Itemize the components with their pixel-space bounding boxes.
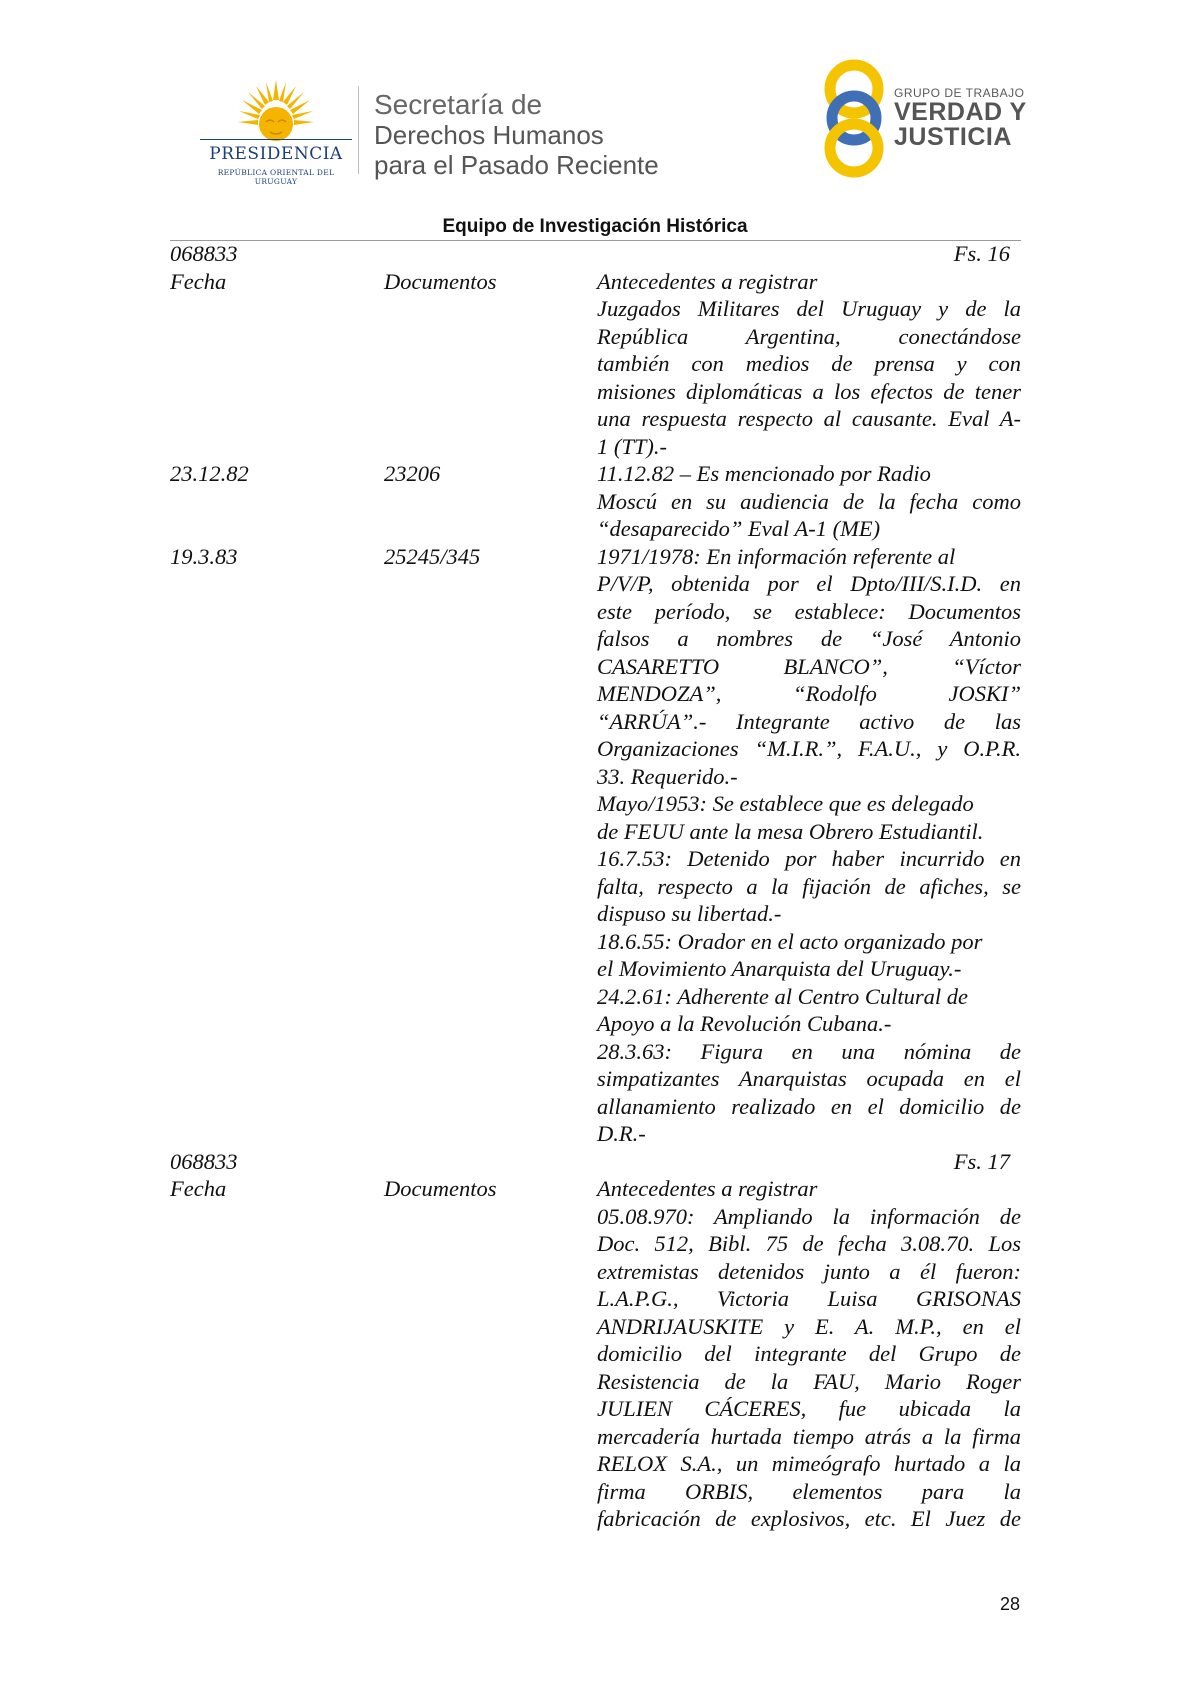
col-documentos: Documentos [384,268,497,294]
verdad-justicia-logo [818,56,1038,181]
text-line: 18.6.55: Orador en el acto organizado por [597,928,983,954]
secretaria-line2: Derechos Humanos [374,120,604,150]
text-line: ANDRIJAUSKITE y E. A. M.P., en el [597,1313,1021,1339]
entry-doc: 25245/345 [384,543,481,569]
column-header-row [170,268,1021,461]
text-line: RELOX S.A., un mimeógrafo hurtado a la [597,1451,1021,1476]
folio-row [170,240,1021,268]
text-line: 1971/1978: En información referente al [597,543,956,569]
text-line: una respuesta respecto al causante. Eval A- [597,406,1021,431]
text-line: Moscú en su audiencia de la fecha como [597,488,1021,514]
verdad-justicia-text [894,86,1027,150]
text-line: extremistas detenidos junto a él fueron: [597,1258,1021,1284]
text-line: firma ORBIS, elementos para la [597,1478,1021,1504]
text-line: de FEUU ante la mesa Obrero Estudiantil. [597,818,984,844]
header-divider [358,86,359,174]
presidencia-subtitle: REPÚBLICA ORIENTAL DEL URUGUAY [217,168,335,186]
entry-date: 19.3.83 [170,543,238,569]
text-line: simpatizantes Anarquistas ocupada en el [597,1066,1021,1091]
text-line: 28.3.63: Figura en una nómina de [597,1038,1021,1064]
col-antecedentes: Antecedentes a registrar [597,1176,818,1201]
grupo-line2: VERDAD Y [894,98,1027,126]
folio-row [170,1148,1021,1176]
text-line: allanamiento realizado en el domicilio de [597,1093,1021,1119]
text-line: “desaparecido” Eval A-1 (ME) [597,516,881,541]
rings-emblem-icon [818,56,890,181]
text-line: dispuso su libertad.- [597,901,782,926]
text-line: Mayo/1953: Se establece que es delegado [597,791,974,816]
ref-number: 068833 [170,241,238,266]
text-line: domicilio del integrante del Grupo de [597,1341,1021,1366]
secretaria-title [374,90,659,180]
text-line: 05.08.970: Ampliando la información de [597,1203,1021,1229]
entry-date: 23.12.82 [170,461,249,486]
text-line: Resistencia de la FAU, Mario Roger [597,1368,1021,1394]
text-line: “ARRÚA”.- Integrante activo de las [597,708,1021,734]
col-fecha: Fecha [170,1176,227,1201]
document-body [170,240,1021,1533]
text-line: D.R.- [597,1121,646,1146]
page-header [0,0,1190,200]
secretaria-line1: Secretaría de [374,89,543,120]
sun-emblem-icon [236,78,316,148]
ref-number: 068833 [170,1148,238,1174]
page-number: 28 [999,1594,1020,1614]
text-line: L.A.P.G., Victoria Luisa GRISONAS [597,1286,1021,1311]
text-line: JULIEN CÁCERES, fue ubicada la [597,1396,1021,1421]
entry-row [170,460,1021,543]
text-line: este período, se establece: Documentos [597,598,1021,624]
text-line: 11.12.82 – Es mencionado por Radio [597,461,931,486]
text-line: Juzgados Militares del Uruguay y de la [597,296,1021,321]
secretaria-line3: para el Pasado Reciente [374,150,659,180]
text-line: 1 (TT).- [597,433,668,459]
text-line: fabricación de explosivos, etc. El Juez de [597,1506,1021,1531]
text-line: Doc. 512, Bibl. 75 de fecha 3.08.70. Los [597,1231,1021,1256]
column-header-row [170,1175,1021,1533]
text-line: Apoyo a la Revolución Cubana.- [597,1011,892,1036]
grupo-line1: GRUPO DE TRABAJO [894,86,1025,100]
text-line: CASARETTO BLANCO”, “Víctor [597,653,1021,679]
text-line: 16.7.53: Detenido por haber incurrido en [597,846,1021,871]
text-line: 33. Requerido.- [597,763,738,789]
folio-number: Fs. 16 [953,241,1010,266]
text-line: República Argentina, conectándose [597,323,1021,349]
text-line: el Movimiento Anarquista del Uruguay.- [597,956,962,981]
text-line: falsos a nombres de “José Antonio [597,626,1021,651]
text-line: falta, respecto a la fijación de afiches, se [597,873,1021,899]
col-antecedentes: Antecedentes a registrar [597,268,818,294]
folio-number: Fs. 17 [953,1148,1010,1174]
grupo-line3: JUSTICIA [894,123,1012,151]
presidencia-logo [196,78,356,188]
presidencia-title: PRESIDENCIA [209,144,343,164]
presidencia-rule [200,139,352,140]
text-line: Organizaciones “M.I.R.”, F.A.U., y O.P.R. [597,736,1021,761]
text-line: P/V/P, obtenida por el Dpto/III/S.I.D. en [597,571,1021,596]
text-line: misiones diplomáticas a los efectos de tener [597,378,1021,404]
col-fecha: Fecha [170,268,227,294]
text-line: también con medios de prensa y con [597,351,1021,376]
text-line: 24.2.61: Adherente al Centro Cultural de [597,983,969,1009]
col-documentos: Documentos [384,1176,497,1201]
entry-row [170,543,1021,1148]
team-heading: Equipo de Investigación Histórica [442,216,748,237]
text-line: MENDOZA”, “Rodolfo JOSKI” [597,681,1021,706]
entry-doc: 23206 [384,461,441,486]
text-line: mercadería hurtada tiempo atrás a la firma [597,1423,1021,1449]
